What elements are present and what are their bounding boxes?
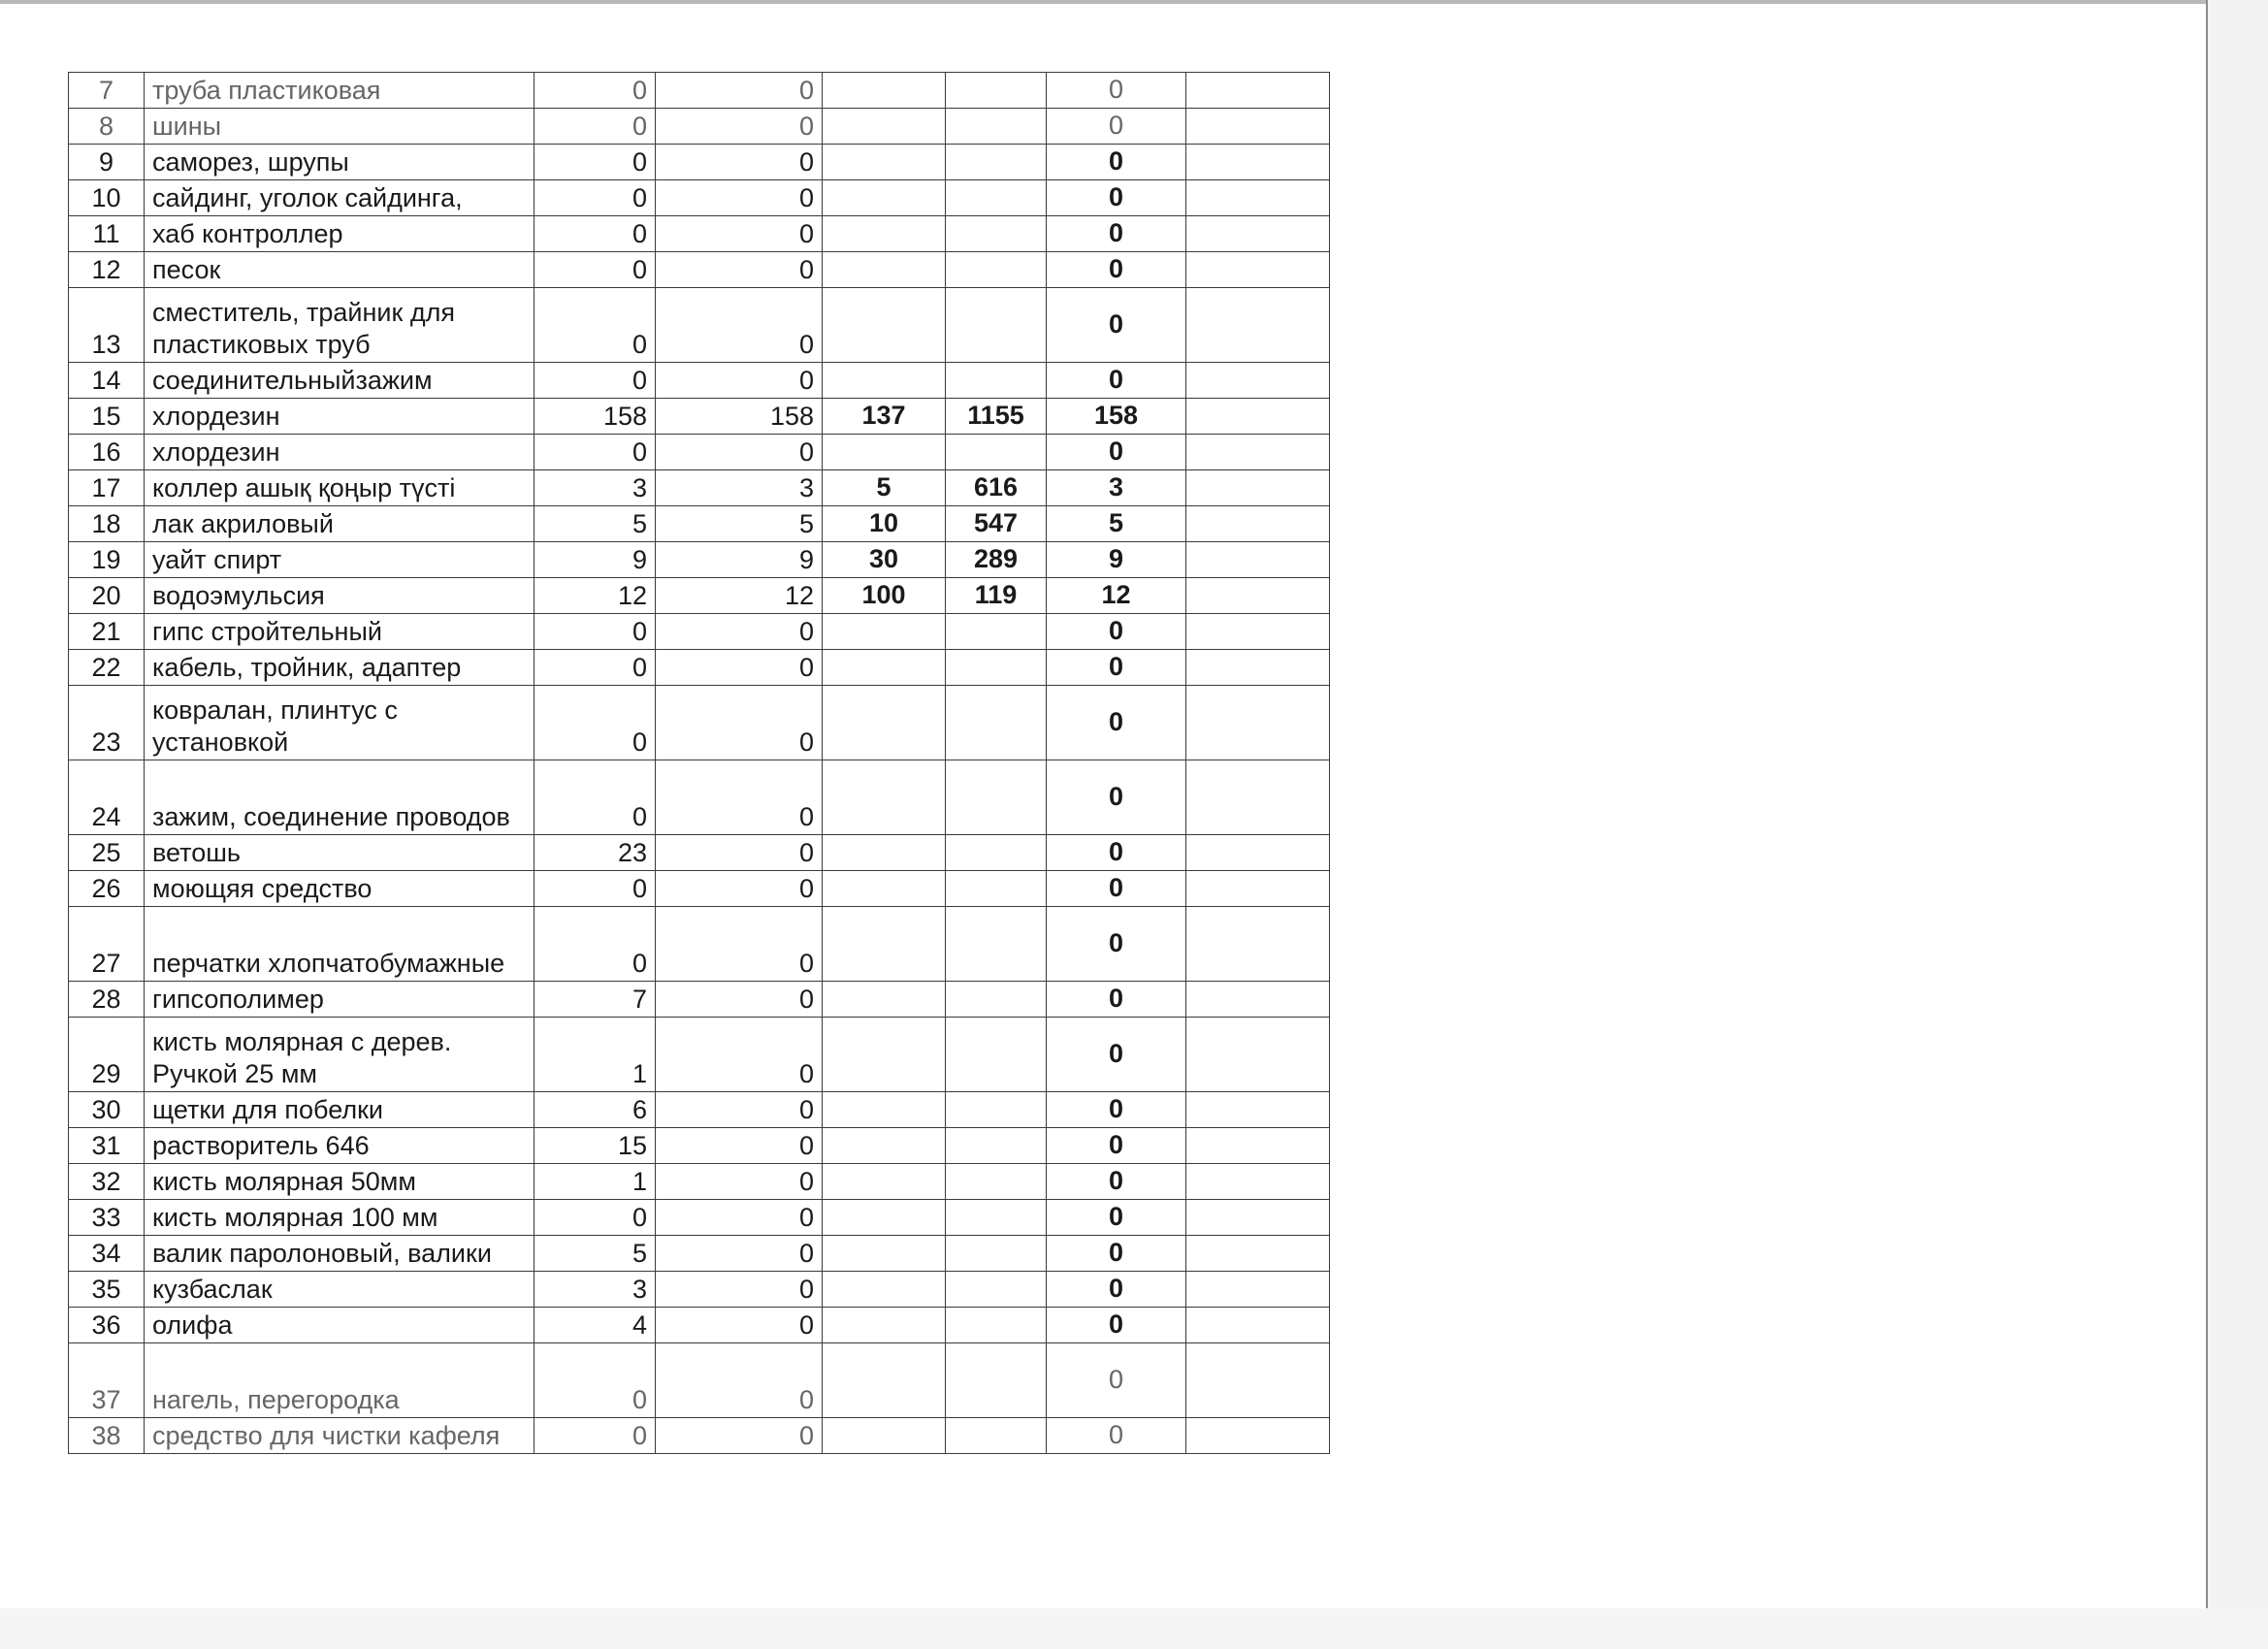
value-3-cell	[823, 145, 946, 180]
row-number-cell: 38	[69, 1418, 145, 1454]
table-row	[69, 1418, 1330, 1454]
value-5-cell: 0	[1047, 1418, 1186, 1454]
value-4-cell	[946, 216, 1047, 252]
value-3-cell	[823, 1092, 946, 1128]
value-4-cell	[946, 982, 1047, 1018]
value-5-cell: 0	[1047, 1200, 1186, 1236]
row-number-cell: 28	[69, 982, 145, 1018]
value-3-cell	[823, 871, 946, 907]
quantity-1-cell: 0	[535, 109, 656, 145]
value-3-cell	[823, 109, 946, 145]
table-row	[69, 650, 1330, 686]
empty-cell	[1186, 760, 1330, 835]
empty-cell	[1186, 73, 1330, 109]
row-number-cell: 31	[69, 1128, 145, 1164]
scan-top-edge	[0, 0, 2268, 4]
value-3-cell	[823, 1236, 946, 1272]
quantity-1-cell: 5	[535, 1236, 656, 1272]
row-number-cell: 19	[69, 542, 145, 578]
quantity-2-cell: 0	[656, 1308, 823, 1343]
quantity-2-cell: 0	[656, 835, 823, 871]
item-name-cell: хлордезин	[145, 399, 535, 435]
value-3-cell	[823, 1308, 946, 1343]
item-name-cell: водоэмульсия	[145, 578, 535, 614]
value-5-cell: 0	[1047, 1343, 1186, 1418]
empty-cell	[1186, 1236, 1330, 1272]
quantity-2-cell: 0	[656, 109, 823, 145]
value-4-cell	[946, 1272, 1047, 1308]
empty-cell	[1186, 216, 1330, 252]
value-4-cell	[946, 109, 1047, 145]
item-name-cell: сместитель, трайник для пластиковых труб	[145, 288, 535, 363]
empty-cell	[1186, 871, 1330, 907]
item-name-cell: песок	[145, 252, 535, 288]
value-3-cell	[823, 686, 946, 760]
table-row	[69, 399, 1330, 435]
quantity-2-cell: 0	[656, 180, 823, 216]
row-number-cell: 18	[69, 506, 145, 542]
value-4-cell: 1155	[946, 399, 1047, 435]
item-name-cell: соединительныйзажим	[145, 363, 535, 399]
quantity-1-cell: 15	[535, 1128, 656, 1164]
table-row	[69, 252, 1330, 288]
empty-cell	[1186, 686, 1330, 760]
row-number-cell: 33	[69, 1200, 145, 1236]
value-3-cell	[823, 180, 946, 216]
item-name-cell: моющяя средство	[145, 871, 535, 907]
value-4-cell	[946, 1343, 1047, 1418]
value-5-cell: 0	[1047, 145, 1186, 180]
quantity-2-cell: 0	[656, 614, 823, 650]
value-4-cell	[946, 1236, 1047, 1272]
value-3-cell	[823, 435, 946, 470]
row-number-cell: 11	[69, 216, 145, 252]
value-4-cell	[946, 686, 1047, 760]
value-3-cell	[823, 1418, 946, 1454]
quantity-1-cell: 6	[535, 1092, 656, 1128]
row-number-cell: 15	[69, 399, 145, 435]
quantity-1-cell: 0	[535, 145, 656, 180]
row-number-cell: 23	[69, 686, 145, 760]
item-name-cell: саморез, шрупы	[145, 145, 535, 180]
table-row	[69, 1128, 1330, 1164]
table-row	[69, 835, 1330, 871]
value-5-cell: 0	[1047, 871, 1186, 907]
empty-cell	[1186, 180, 1330, 216]
table-row	[69, 73, 1330, 109]
table-row	[69, 686, 1330, 760]
value-5-cell: 0	[1047, 614, 1186, 650]
row-number-cell: 25	[69, 835, 145, 871]
row-number-cell: 7	[69, 73, 145, 109]
quantity-2-cell: 0	[656, 650, 823, 686]
value-5-cell: 0	[1047, 1308, 1186, 1343]
value-4-cell	[946, 650, 1047, 686]
quantity-1-cell: 0	[535, 73, 656, 109]
row-number-cell: 16	[69, 435, 145, 470]
empty-cell	[1186, 1164, 1330, 1200]
value-3-cell	[823, 252, 946, 288]
value-4-cell	[946, 1200, 1047, 1236]
row-number-cell: 26	[69, 871, 145, 907]
empty-cell	[1186, 399, 1330, 435]
item-name-cell: зажим, соединение проводов	[145, 760, 535, 835]
quantity-1-cell: 0	[535, 180, 656, 216]
table-row	[69, 578, 1330, 614]
row-number-cell: 13	[69, 288, 145, 363]
value-4-cell: 289	[946, 542, 1047, 578]
item-name-cell: перчатки хлопчатобумажные	[145, 907, 535, 982]
quantity-1-cell: 0	[535, 1418, 656, 1454]
value-3-cell	[823, 73, 946, 109]
quantity-2-cell: 0	[656, 1128, 823, 1164]
row-number-cell: 24	[69, 760, 145, 835]
value-5-cell: 0	[1047, 73, 1186, 109]
empty-cell	[1186, 907, 1330, 982]
value-5-cell: 0	[1047, 252, 1186, 288]
quantity-2-cell: 0	[656, 1418, 823, 1454]
value-5-cell: 0	[1047, 760, 1186, 835]
quantity-1-cell: 0	[535, 435, 656, 470]
quantity-1-cell: 0	[535, 288, 656, 363]
row-number-cell: 14	[69, 363, 145, 399]
empty-cell	[1186, 650, 1330, 686]
empty-cell	[1186, 363, 1330, 399]
table-row	[69, 1343, 1330, 1418]
value-4-cell	[946, 1164, 1047, 1200]
value-3-cell	[823, 907, 946, 982]
value-5-cell: 0	[1047, 1236, 1186, 1272]
quantity-1-cell: 0	[535, 1343, 656, 1418]
row-number-cell: 37	[69, 1343, 145, 1418]
quantity-2-cell: 0	[656, 435, 823, 470]
empty-cell	[1186, 435, 1330, 470]
table-row	[69, 180, 1330, 216]
quantity-1-cell: 12	[535, 578, 656, 614]
value-5-cell: 5	[1047, 506, 1186, 542]
value-5-cell: 0	[1047, 1018, 1186, 1092]
empty-cell	[1186, 982, 1330, 1018]
value-5-cell: 0	[1047, 1092, 1186, 1128]
table-row	[69, 506, 1330, 542]
table-row	[69, 542, 1330, 578]
value-5-cell: 0	[1047, 835, 1186, 871]
item-name-cell: кисть молярная 100 мм	[145, 1200, 535, 1236]
quantity-2-cell: 0	[656, 288, 823, 363]
value-4-cell	[946, 288, 1047, 363]
empty-cell	[1186, 288, 1330, 363]
quantity-2-cell: 0	[656, 73, 823, 109]
row-number-cell: 32	[69, 1164, 145, 1200]
value-5-cell: 12	[1047, 578, 1186, 614]
table-row	[69, 760, 1330, 835]
quantity-1-cell: 23	[535, 835, 656, 871]
table-row	[69, 216, 1330, 252]
value-3-cell	[823, 982, 946, 1018]
quantity-1-cell: 0	[535, 614, 656, 650]
empty-cell	[1186, 1092, 1330, 1128]
value-4-cell	[946, 252, 1047, 288]
item-name-cell: хлордезин	[145, 435, 535, 470]
item-name-cell: гипсополимер	[145, 982, 535, 1018]
value-4-cell	[946, 760, 1047, 835]
value-3-cell	[823, 614, 946, 650]
table-row	[69, 1200, 1330, 1236]
value-5-cell: 0	[1047, 363, 1186, 399]
quantity-2-cell: 3	[656, 470, 823, 506]
value-4-cell: 119	[946, 578, 1047, 614]
table-row	[69, 982, 1330, 1018]
item-name-cell: средство для чистки кафеля	[145, 1418, 535, 1454]
row-number-cell: 10	[69, 180, 145, 216]
quantity-2-cell: 0	[656, 216, 823, 252]
table-row	[69, 1164, 1330, 1200]
quantity-1-cell: 0	[535, 252, 656, 288]
quantity-1-cell: 7	[535, 982, 656, 1018]
quantity-1-cell: 0	[535, 871, 656, 907]
row-number-cell: 21	[69, 614, 145, 650]
quantity-1-cell: 0	[535, 1200, 656, 1236]
empty-cell	[1186, 506, 1330, 542]
quantity-1-cell: 158	[535, 399, 656, 435]
row-number-cell: 35	[69, 1272, 145, 1308]
value-4-cell	[946, 907, 1047, 982]
item-name-cell: кисть молярная с дерев. Ручкой 25 мм	[145, 1018, 535, 1092]
empty-cell	[1186, 1343, 1330, 1418]
value-3-cell	[823, 760, 946, 835]
quantity-1-cell: 0	[535, 363, 656, 399]
empty-cell	[1186, 470, 1330, 506]
value-3-cell	[823, 1272, 946, 1308]
empty-cell	[1186, 145, 1330, 180]
item-name-cell: растворитель 646	[145, 1128, 535, 1164]
value-3-cell	[823, 1018, 946, 1092]
item-name-cell: ветошь	[145, 835, 535, 871]
value-5-cell: 0	[1047, 650, 1186, 686]
value-4-cell	[946, 73, 1047, 109]
scan-right-margin	[2208, 0, 2268, 1649]
item-name-cell: шины	[145, 109, 535, 145]
empty-cell	[1186, 614, 1330, 650]
empty-cell	[1186, 1200, 1330, 1236]
table-row	[69, 907, 1330, 982]
empty-cell	[1186, 835, 1330, 871]
value-4-cell: 547	[946, 506, 1047, 542]
quantity-2-cell: 0	[656, 363, 823, 399]
quantity-1-cell: 0	[535, 216, 656, 252]
table-row	[69, 871, 1330, 907]
item-name-cell: олифа	[145, 1308, 535, 1343]
item-name-cell: щетки для побелки	[145, 1092, 535, 1128]
value-5-cell: 0	[1047, 1164, 1186, 1200]
table-row	[69, 1272, 1330, 1308]
value-4-cell	[946, 614, 1047, 650]
quantity-1-cell: 5	[535, 506, 656, 542]
item-name-cell: сайдинг, уголок сайдинга,	[145, 180, 535, 216]
value-4-cell	[946, 1128, 1047, 1164]
quantity-2-cell: 0	[656, 1236, 823, 1272]
quantity-1-cell: 0	[535, 907, 656, 982]
value-3-cell: 137	[823, 399, 946, 435]
value-5-cell: 158	[1047, 399, 1186, 435]
table-row	[69, 109, 1330, 145]
value-5-cell: 0	[1047, 982, 1186, 1018]
quantity-1-cell: 1	[535, 1018, 656, 1092]
quantity-1-cell: 0	[535, 650, 656, 686]
item-name-cell: хаб контроллер	[145, 216, 535, 252]
value-5-cell: 3	[1047, 470, 1186, 506]
value-3-cell: 5	[823, 470, 946, 506]
table-row	[69, 288, 1330, 363]
value-4-cell	[946, 180, 1047, 216]
row-number-cell: 20	[69, 578, 145, 614]
table-row	[69, 470, 1330, 506]
row-number-cell: 22	[69, 650, 145, 686]
value-5-cell: 0	[1047, 907, 1186, 982]
value-3-cell: 30	[823, 542, 946, 578]
row-number-cell: 12	[69, 252, 145, 288]
item-name-cell: уайт спирт	[145, 542, 535, 578]
value-4-cell	[946, 1418, 1047, 1454]
empty-cell	[1186, 542, 1330, 578]
row-number-cell: 17	[69, 470, 145, 506]
quantity-1-cell: 9	[535, 542, 656, 578]
table-row	[69, 1308, 1330, 1343]
value-3-cell	[823, 1164, 946, 1200]
empty-cell	[1186, 109, 1330, 145]
quantity-2-cell: 0	[656, 760, 823, 835]
table-row	[69, 363, 1330, 399]
row-number-cell: 29	[69, 1018, 145, 1092]
quantity-2-cell: 0	[656, 1164, 823, 1200]
materials-table	[68, 72, 1330, 1454]
quantity-2-cell: 0	[656, 1018, 823, 1092]
quantity-2-cell: 0	[656, 871, 823, 907]
value-5-cell: 0	[1047, 109, 1186, 145]
value-5-cell: 0	[1047, 686, 1186, 760]
quantity-2-cell: 0	[656, 1200, 823, 1236]
value-4-cell: 616	[946, 470, 1047, 506]
row-number-cell: 27	[69, 907, 145, 982]
empty-cell	[1186, 1418, 1330, 1454]
value-4-cell	[946, 835, 1047, 871]
row-number-cell: 9	[69, 145, 145, 180]
value-3-cell	[823, 216, 946, 252]
value-4-cell	[946, 435, 1047, 470]
row-number-cell: 34	[69, 1236, 145, 1272]
empty-cell	[1186, 252, 1330, 288]
quantity-1-cell: 0	[535, 686, 656, 760]
item-name-cell: валик паролоновый, валики	[145, 1236, 535, 1272]
quantity-2-cell: 0	[656, 1092, 823, 1128]
quantity-2-cell: 158	[656, 399, 823, 435]
value-5-cell: 9	[1047, 542, 1186, 578]
quantity-2-cell: 0	[656, 982, 823, 1018]
quantity-2-cell: 5	[656, 506, 823, 542]
scan-bottom-margin	[0, 1608, 2268, 1649]
table-row	[69, 1018, 1330, 1092]
row-number-cell: 8	[69, 109, 145, 145]
value-4-cell	[946, 145, 1047, 180]
value-3-cell: 100	[823, 578, 946, 614]
item-name-cell: лак акриловый	[145, 506, 535, 542]
value-4-cell	[946, 1092, 1047, 1128]
value-3-cell	[823, 1128, 946, 1164]
value-4-cell	[946, 871, 1047, 907]
table-body	[69, 73, 1330, 1454]
item-name-cell: труба пластиковая	[145, 73, 535, 109]
quantity-2-cell: 0	[656, 252, 823, 288]
quantity-2-cell: 12	[656, 578, 823, 614]
empty-cell	[1186, 1272, 1330, 1308]
value-5-cell: 0	[1047, 288, 1186, 363]
quantity-1-cell: 3	[535, 470, 656, 506]
item-name-cell: коллер ашық қоңыр түсті	[145, 470, 535, 506]
value-3-cell	[823, 1343, 946, 1418]
empty-cell	[1186, 1308, 1330, 1343]
item-name-cell: кузбаслак	[145, 1272, 535, 1308]
quantity-1-cell: 3	[535, 1272, 656, 1308]
quantity-1-cell: 4	[535, 1308, 656, 1343]
row-number-cell: 30	[69, 1092, 145, 1128]
value-5-cell: 0	[1047, 1272, 1186, 1308]
item-name-cell: кисть молярная 50мм	[145, 1164, 535, 1200]
value-3-cell	[823, 288, 946, 363]
table-row	[69, 145, 1330, 180]
value-3-cell	[823, 835, 946, 871]
value-4-cell	[946, 1018, 1047, 1092]
value-4-cell	[946, 1308, 1047, 1343]
table-row	[69, 614, 1330, 650]
table-row	[69, 1092, 1330, 1128]
item-name-cell: кабель, тройник, адаптер	[145, 650, 535, 686]
empty-cell	[1186, 578, 1330, 614]
empty-cell	[1186, 1128, 1330, 1164]
value-4-cell	[946, 363, 1047, 399]
value-3-cell	[823, 650, 946, 686]
quantity-2-cell: 0	[656, 1343, 823, 1418]
scan-page-edge	[2206, 0, 2208, 1610]
quantity-2-cell: 0	[656, 907, 823, 982]
value-5-cell: 0	[1047, 180, 1186, 216]
table-row	[69, 435, 1330, 470]
empty-cell	[1186, 1018, 1330, 1092]
quantity-2-cell: 9	[656, 542, 823, 578]
value-5-cell: 0	[1047, 1128, 1186, 1164]
item-name-cell: ковралан, плинтус с установкой	[145, 686, 535, 760]
quantity-2-cell: 0	[656, 686, 823, 760]
quantity-2-cell: 0	[656, 145, 823, 180]
value-3-cell	[823, 363, 946, 399]
item-name-cell: гипс стройтельный	[145, 614, 535, 650]
item-name-cell: нагель, перегородка	[145, 1343, 535, 1418]
value-5-cell: 0	[1047, 435, 1186, 470]
row-number-cell: 36	[69, 1308, 145, 1343]
table-row	[69, 1236, 1330, 1272]
value-5-cell: 0	[1047, 216, 1186, 252]
value-3-cell: 10	[823, 506, 946, 542]
quantity-1-cell: 0	[535, 760, 656, 835]
quantity-2-cell: 0	[656, 1272, 823, 1308]
value-3-cell	[823, 1200, 946, 1236]
quantity-1-cell: 1	[535, 1164, 656, 1200]
